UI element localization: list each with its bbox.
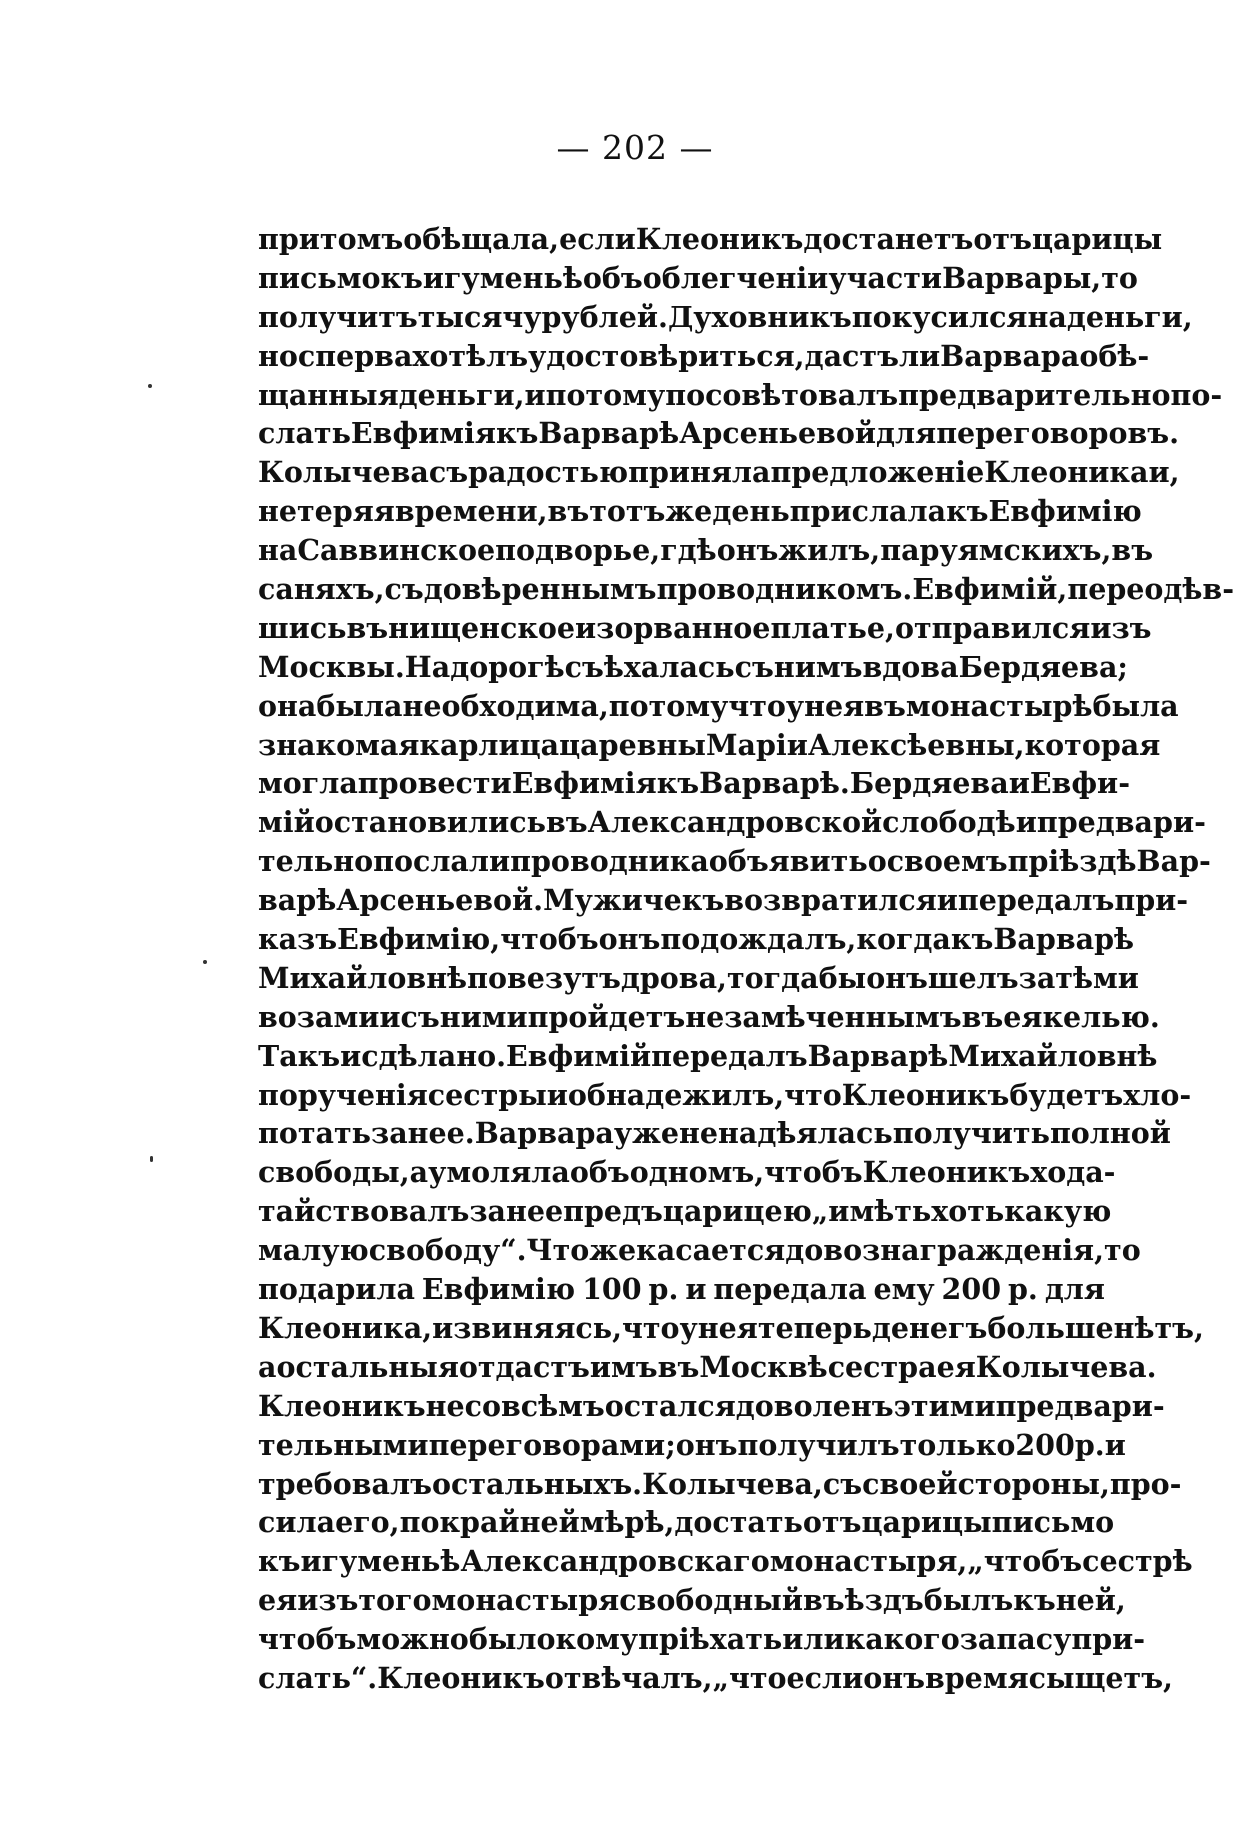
text-line: знакомая карлица царевны Маріи Алексѣевны, которая (258, 727, 1161, 762)
text-line: получитъ тысячу рублей. Духовникъ покусился на деньги, (258, 299, 1193, 334)
text-line: сила его, по крайней мѣрѣ, достать отъ царицы письмо (258, 1505, 1115, 1540)
text-line: чтобъ можно было кому пріѣхать или какого запасу при- (258, 1622, 1146, 1657)
text-line: ея изъ того монастыря свободный въѣздъ былъ къ ней, (258, 1583, 1126, 1618)
margin-speck (148, 384, 152, 388)
body-text (258, 220, 1234, 1698)
text-line: требовалъ остальныхъ. Колычева, съ своей стороны, про- (258, 1466, 1182, 1501)
text-line: на Саввинское подворье, гдѣ онъ жилъ, пару ямскихъ, въ (258, 533, 1154, 568)
page-number: — 202 — (556, 128, 714, 167)
text-line: Колычева съ радостью приняла предложеніе Клеоника и, (258, 455, 1180, 490)
text-line: Клеоника, извиняясь, что у нея теперь денегъ больше нѣтъ, (258, 1310, 1204, 1345)
text-line: казъ Евфимію, чтобъ онъ подождалъ, когда къ Варварѣ (258, 922, 1135, 957)
text-line: подарила Евфимію 100 р. и передала ему 200 р. для (258, 1272, 1105, 1307)
text-line: Михайловнѣ повезутъ дрова, тогда бы онъ шелъ за тѣми (258, 960, 1139, 995)
text-line: шись въ нищенское изорванное платье, отправился изъ (258, 610, 1152, 645)
text-line: порученія сестры и обнадежилъ, что Клеоникъ будетъ хло- (258, 1077, 1192, 1112)
text-line: щанныя деньги, и потому посовѣтовалъ предварительно по- (258, 377, 1223, 412)
text-line: тайствовалъ за нее предъ царицею „имѣть хоть какую (258, 1194, 1112, 1229)
text-line: притомъ обѣщала, если Клеоникъ достанетъ отъ царицы (258, 222, 1163, 256)
text-line: къ игуменьѣ Александровскаго монастыря, „чтобъ сестрѣ (258, 1544, 1193, 1579)
text-line: мій остановились въ Александровской слободѣ и предвари- (258, 805, 1206, 840)
text-line: она была необходима, потому что у нея въ монастырѣ была (258, 688, 1179, 723)
text-line: возами и съ ними пройдетъ незамѣченнымъ въ ея келью. (258, 999, 1160, 1034)
text-line: письмо къ игуменьѣ объ облегченіи участи Варвары, то (258, 260, 1138, 295)
text-line: тельными переговорами; онъ получилъ только 200 р. и (258, 1427, 1126, 1462)
text-line: малую свободу“. Что же касается до вознагражденія, то (258, 1233, 1141, 1268)
text-line: слать Евфимія къ Варварѣ Арсеньевой для переговоровъ. (258, 416, 1180, 451)
margin-speck (150, 1156, 153, 1162)
text-line: но сперва хотѣлъ удостовѣриться, дастъ ли Варвара обѣ- (258, 338, 1150, 373)
margin-speck (203, 960, 207, 964)
text-line: Москвы. На дорогѣ съѣхалась съ нимъ вдова Бердяева; (258, 649, 1128, 684)
text-line: не теряя времени, въ тотъ же день прислала къ Евфимію (258, 494, 1142, 529)
text-line: а остальныя отдастъ имъ въ Москвѣ сестра ея Колычева. (258, 1349, 1157, 1384)
text-line: Такъ и сдѣлано. Евфимій передалъ Варварѣ Михайловнѣ (258, 1038, 1158, 1073)
text-line: свободы, а умоляла объ одномъ, чтобъ Клеоникъ хода- (258, 1155, 1116, 1190)
text-line: слать“. Клеоникъ отвѣчалъ, „что если онъ время сыщетъ, (258, 1660, 1173, 1695)
text-line: саняхъ, съ довѣреннымъ проводникомъ. Евфимій, переодѣв- (258, 572, 1234, 607)
text-line: Клеоникъ не совсѣмъ остался доволенъ этими предвари- (258, 1388, 1165, 1423)
text-line: потать за нее. Варвара уже не надѣялась получить полной (258, 1116, 1171, 1151)
text-line: тельно послали проводника объявить о своемъ пріѣздѣ Вар- (258, 844, 1211, 879)
text-line: могла провести Евфимія къ Варварѣ. Бердяева и Евфи- (258, 766, 1131, 801)
text-line: варѣ Арсеньевой. Мужичекъ возвратился и передалъ при- (258, 883, 1189, 918)
